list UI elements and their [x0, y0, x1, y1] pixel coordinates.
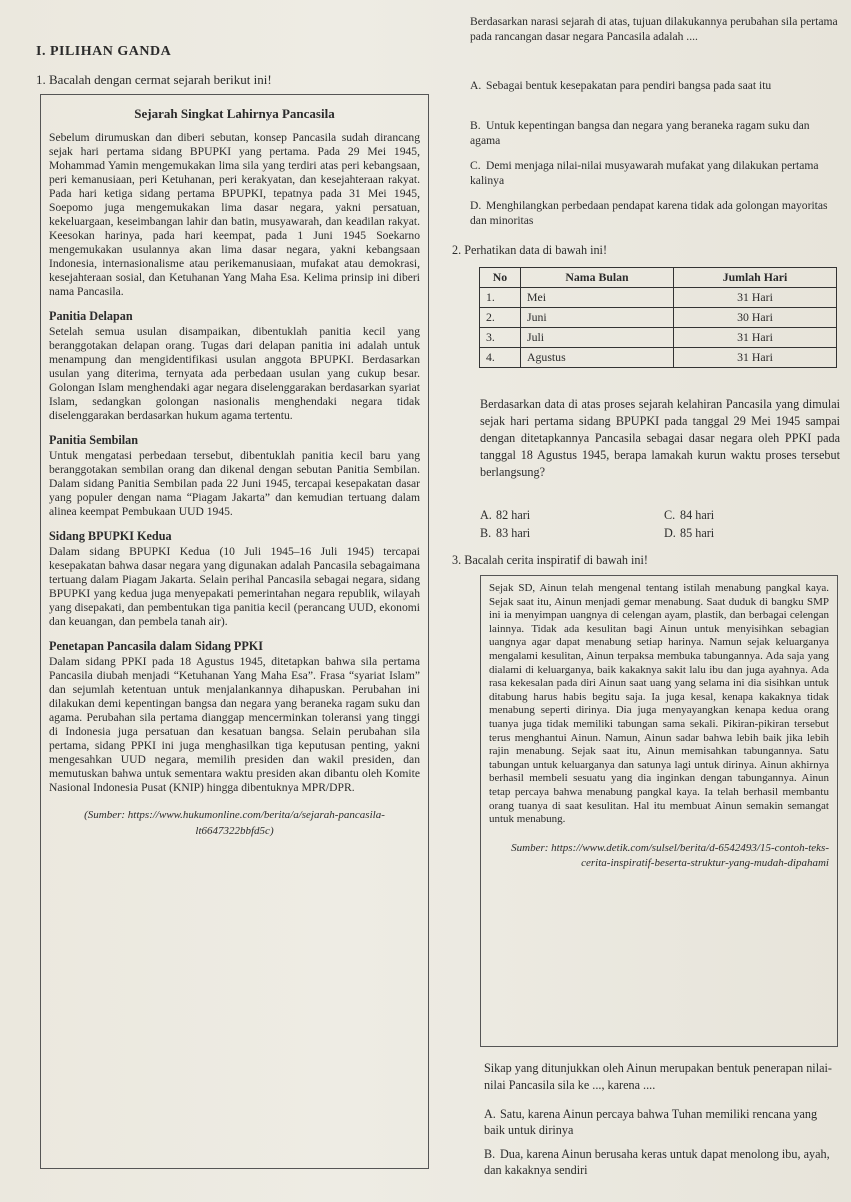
heading-panitia-sembilan: Panitia Sembilan: [49, 433, 139, 447]
article-title: Sejarah Singkat Lahirnya Pancasila: [134, 106, 335, 121]
inspirational-story-box: [480, 575, 838, 1047]
table-row: [480, 328, 837, 348]
paragraph-penetapan-ppki: Dalam sidang PPKI pada 18 Agustus 1945, ditetapkan bahwa sila pertama Pancasila diubah menjadi “Ketuhanan Yang Maha Esa”. Frasa “syariat Islam” dan sejumlah ketentuan untuk menjalankannya dihapuskan. Perubahan ini dilakukan demi kepentingan bangsa dan negara yang beraneka ragam suku dan agama. Perubahan sila pertama dianggap mencerminkan toleransi yang tinggi di Indonesia juga persatuan dan kesatuan bangsa. Selain perubahan sila pertama, sidang PPKI ini juga menghasilkan tiga keputusan penting, yakni mengesahkan UUD negara, memilih presiden dan wakil presiden, dan memutuskan bahwa untuk sementara waktu presiden akan dibantu oleh Komite Nasional Indonesia Pusat (KNIP) hingga dibentuknya MPR/DPR.: [49, 655, 420, 794]
option-text: 84 hari: [680, 508, 715, 522]
col-jumlah-hari: Jumlah Hari: [674, 268, 837, 288]
option-letter: D.: [664, 526, 676, 540]
article-source: (Sumber: https://www.hukumonline.com/berita/a/sejarah-pancasila-lt6647322bbfd5c): [84, 809, 385, 837]
option-text: Menghilangkan perbedaan pendapat karena tidak ada golongan mayoritas dan minoritas: [470, 199, 828, 227]
history-article-box: [40, 94, 429, 1169]
cell-month: Juli: [521, 328, 674, 348]
q2-option-b[interactable]: [480, 526, 630, 541]
q3-option-b[interactable]: [484, 1146, 840, 1178]
cell-days: 31 Hari: [674, 328, 837, 348]
cell-month: Mei: [521, 288, 674, 308]
option-letter: C.: [470, 159, 481, 172]
heading-penetapan-ppki: Penetapan Pancasila dalam Sidang PPKI: [49, 639, 263, 653]
section-title: I. PILIHAN GANDA: [36, 44, 172, 59]
q1-option-b[interactable]: [470, 118, 840, 148]
option-letter: D.: [470, 199, 482, 212]
question-2-stem: Berdasarkan data di atas proses sejarah kelahiran Pancasila yang dimulai sejak hari pertama sidang BPUPKI pada tanggal 29 Mei 1945 sampai dengan ditetapkannya Pancasila sebagai dasar negara oleh PPKI pada tanggal 18 Agustus 1945, berapa lamakah kurun waktu proses tersebut berlangsung?: [480, 397, 840, 479]
option-text: Satu, karena Ainun percaya bahwa Tuhan memiliki rencana yang baik untuk dirinya: [484, 1107, 818, 1137]
table-row: [480, 348, 837, 368]
paragraph-panitia-sembilan: Untuk mengatasi perbedaan tersebut, dibentuklah panitia kecil baru yang beranggotakan sembilan orang dan dikenal dengan sebutan Panitia Sembilan. Dalam sidang Panitia Sembilan pada 22 Juni 1945, tercapai kesepakatan dasar yang populer dengan nama “Piagam Jakarta” dan kemudian tertuang dalam alinea keempat Pembukaan UUD 1945.: [49, 449, 420, 518]
option-letter: A.: [480, 508, 492, 522]
q2-option-a[interactable]: [480, 508, 630, 523]
heading-panitia-delapan: Panitia Delapan: [49, 309, 133, 323]
table-header-row: [480, 268, 837, 288]
paragraph-panitia-delapan: Setelah semua usulan disampaikan, dibentuklah panitia kecil yang beranggotakan delapan orang. Tugas dari delapan panitia ini adalah untuk menampung dan mengidentifikasi usulan anggota BPUPKI. Berdasarkan usulan yang diterima, ternyata ada perbedaan usulan yang cukup besar. Golongan Islam menghendaki agar negara diselenggarakan berdasarkan syariat Islam, sedangkan golongan nasionalis menghendaki negara tidak diselenggarakan berdasarkan hukum agama tertentu.: [49, 325, 420, 422]
option-text: Demi menjaga nilai-nilai musyawarah mufakat yang dilakukan pertama kalinya: [470, 159, 819, 187]
option-letter: C.: [664, 508, 676, 522]
story-text: Sejak SD, Ainun telah mengenal tentang istilah menabung pangkal kaya. Sejak saat itu, Ainun menjadi gemar menabung. Saat duduk di bangku SMP ini ia menyimpan uangnya di celengan ayam, plastik, dan berbagai celengan lainnya. Tidak ada kesulitan bagi Ainun untuk menyisihkan sebagian uangnya agar dapat menabung setiap harinya. Namun sejak keluarganya mengalami kesulitan, Ainun terpaksa membuka tabungannya. Ada saja yang dialami di keluarganya, baik kakaknya sakit lalu ibu dan juga ayahnya. Ada rasa kekesalan pada diri Ainun saat uang yang selama ini dia sisihkan untuk ditabung harus habis begitu saja. Ia juga kesal, kenapa kakaknya tidak menabung seperti dirinya. Dia juga menyayangkan kenapa kedua orang tuanya juga tidak memiliki tabungan sama sekali. Pikiran-pikiran tersebut terus menghantui Ainun. Namun, Ainun sadar bahwa lebih baik jika lebih rajin menabung. Sejak saat itu, Ainun memisahkan tabungannya. Satu tabungan untuk keluarganya dan satunya lagi untuk dirinya. Ainun akhirnya berhasil membeli sesuatu yang dia inginkan dengan tabungannya. Ainun tetap percaya bahwa menabung pangkal kaya. Ia telah berhasil membantu orang tuanya di saat kesulitan. Hal itu membuat Ainun semakin semangat untuk menabung.: [489, 582, 829, 826]
cell-no: 2.: [480, 308, 521, 328]
option-letter: B.: [480, 526, 492, 540]
question-1-stem: Berdasarkan narasi sejarah di atas, tujuan dilakukannya perubahan sila pertama pada rancangan dasar negara Pancasila adalah ....: [470, 15, 838, 43]
months-table: [479, 267, 837, 368]
heading-sidang-kedua: Sidang BPUPKI Kedua: [49, 529, 172, 543]
q1-option-a[interactable]: [470, 78, 840, 93]
option-text: 85 hari: [680, 526, 715, 540]
option-letter: A.: [470, 79, 482, 92]
cell-no: 1.: [480, 288, 521, 308]
q1-option-d[interactable]: [470, 198, 840, 228]
table-row: [480, 288, 837, 308]
option-text: 82 hari: [496, 508, 531, 522]
col-no: No: [480, 268, 521, 288]
q2-option-d[interactable]: [664, 526, 814, 541]
option-text: Sebagai bentuk kesepakatan para pendiri bangsa pada saat itu: [486, 79, 772, 92]
cell-days: 31 Hari: [674, 288, 837, 308]
article-intro: Sebelum dirumuskan dan diberi sebutan, konsep Pancasila sudah dirancang sejak hari pertama sidang BPUPKI yang pertama. Pada 29 Mei 1945, Mohammad Yamin mengemukakan lima sila yang terdiri atas peri kebangsaan, peri kemanusiaan, peri Ketuhanan, peri kerakyatan, dan kesejahteraan rakyat. Pada hari ketiga sidang pertama BPUPKI, tepatnya pada 31 Mei 1945, Soepomo juga mengemukakan lima dasar negara, yakni persatuan, kekeluargaan, keseimbangan lahir dan batin, musyawarah, dan keadilan rakyat. Keesokan harinya, pada hari keempat, pada 1 Juni 1945 Soekarno mengemukakan usulannya akan lima dasar negara, yakni kebangsaan Indonesia, internasionalisme atau perikemanusiaan, mufakat atau demokrasi, kesejahteraan sosial, dan Ketuhanan Yang Maha Esa. Kelima prinsip ini diberi nama Pancasila.: [49, 131, 420, 298]
question-1-prompt: 1. Bacalah dengan cermat sejarah berikut ini!: [36, 72, 272, 87]
question-3-stem: Sikap yang ditunjukkan oleh Ainun merupakan bentuk penerapan nilai-nilai Pancasila sila ke ..., karena ....: [484, 1061, 832, 1092]
question-2-prompt: 2. Perhatikan data di bawah ini!: [452, 243, 608, 257]
cell-no: 4.: [480, 348, 521, 368]
option-letter: B.: [470, 119, 481, 132]
option-text: 83 hari: [496, 526, 531, 540]
cell-month: Juni: [521, 308, 674, 328]
cell-month: Agustus: [521, 348, 674, 368]
option-text: Untuk kepentingan bangsa dan negara yang beraneka ragam suku dan agama: [470, 119, 810, 147]
q3-option-a[interactable]: [484, 1106, 840, 1138]
cell-no: 3.: [480, 328, 521, 348]
q1-option-c[interactable]: [470, 158, 840, 188]
option-letter: B.: [484, 1147, 496, 1161]
col-nama-bulan: Nama Bulan: [521, 268, 674, 288]
option-text: Dua, karena Ainun berusaha keras untuk dapat menolong ibu, ayah, dan kakaknya sendiri: [484, 1147, 830, 1177]
question-3-prompt: 3. Bacalah cerita inspiratif di bawah ini!: [452, 553, 648, 567]
cell-days: 31 Hari: [674, 348, 837, 368]
table-row: [480, 308, 837, 328]
story-source: Sumber: https://www.detik.com/sulsel/berita/d-6542493/15-contoh-teks-cerita-inspiratif-beserta-struktur-yang-mudah-dipahami: [511, 841, 829, 869]
cell-days: 30 Hari: [674, 308, 837, 328]
q2-option-c[interactable]: [664, 508, 814, 523]
option-letter: A.: [484, 1107, 496, 1121]
paragraph-sidang-kedua: Dalam sidang BPUPKI Kedua (10 Juli 1945–16 Juli 1945) tercapai kesepakatan bahwa dasar negara yang digunakan adalah Pancasila sebagaimana tertuang dalam Piagam Jakarta. Selain perihal Pancasila sebagai negara, sidang BPUPKI yang kedua juga menyepakati pemerintahan negara republik, wilayah yang disepakati, dan pembentukan tiga panitia kecil (perancang UUD, ekonomi dan keuangan, dan pembela tanah air).: [49, 545, 420, 628]
